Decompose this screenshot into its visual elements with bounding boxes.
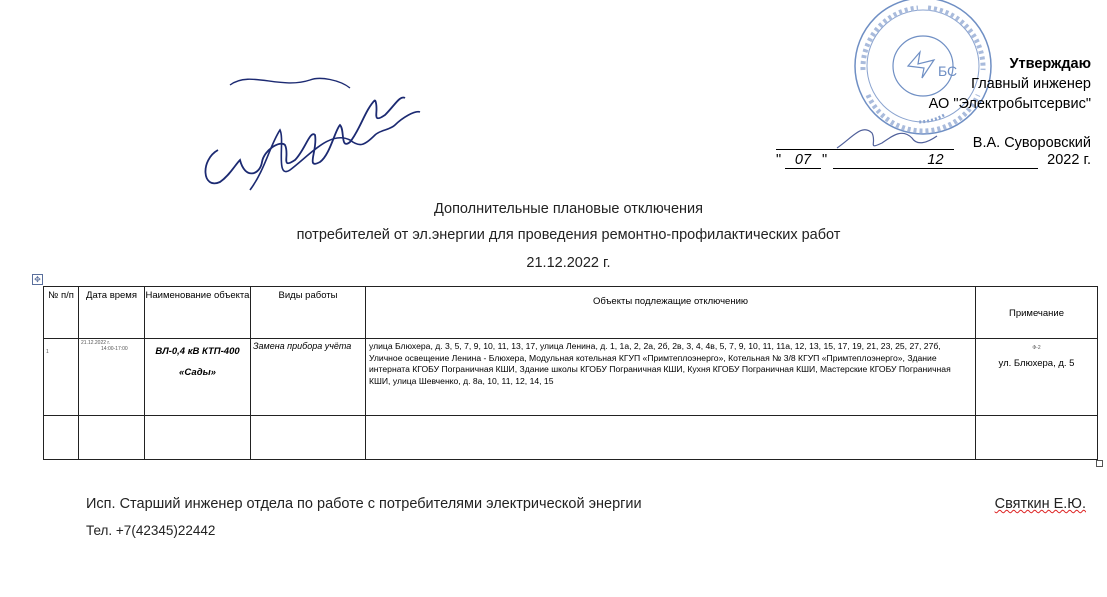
svg-text:БС: БС [938,63,958,79]
agreed-handwritten [190,70,440,200]
row-time: 14:00-17:00 [101,346,128,352]
row-name: ВЛ-0,4 кВ КТП-400 «Сады» [145,339,251,416]
row-note-code: Ф-2 [1032,345,1041,351]
approval-block [929,54,1091,114]
header-datetime: Дата время [79,287,145,339]
signer-name: В.А. Суворовский [972,135,1091,151]
empty-cell[interactable] [976,416,1098,460]
agreed-signature-drawing [190,70,440,200]
executor-phone: Тел. +7(42345)22442 [86,523,216,538]
empty-cell[interactable] [79,416,145,460]
row-datetime-cell [79,339,145,416]
date-month: 12 [833,152,1038,169]
row-date: 21.12.2022 г. [81,340,111,346]
empty-cell[interactable] [366,416,976,460]
header-note: Примечание [976,287,1098,339]
empty-cell[interactable] [44,416,79,460]
date-day: 07 [785,152,821,169]
header-work: Виды работы [251,287,366,339]
doc-subtitle: потребителей от эл.энергии для проведения ремонтно-профилактических работ [296,227,841,243]
row-work: Замена прибора учёта [251,339,366,416]
table-move-handle-icon[interactable]: ✥ [32,274,43,285]
outage-table [43,286,1098,460]
doc-title: Дополнительные плановые отключения [434,201,703,217]
approve-label: Утверждаю [1009,56,1091,72]
approver-position: Главный инженер [971,76,1091,92]
header-objects: Объекты подлежащие отключению [366,287,976,339]
row-num: 1 [46,349,49,355]
approval-date [776,152,1091,172]
quote-close: " [822,152,828,168]
table-header-row [44,287,1098,339]
signature-underline [776,149,954,150]
row-num-cell [44,339,79,416]
empty-cell[interactable] [251,416,366,460]
table-resize-handle[interactable] [1096,460,1103,467]
quote-open: " [776,152,782,168]
table-row [44,339,1098,416]
doc-date: 21.12.2022 г. [526,255,611,271]
header-num: № п/п [44,287,79,339]
executor-position: Исп. Старший инженер отдела по работе с потребителями электрической энергии [86,496,642,512]
date-year: 2022 г. [1047,152,1091,168]
row-note-address: ул. Блюхера, д. 5 [998,358,1075,369]
row-note-cell [976,339,1098,416]
header-name: Наименование объекта [145,287,251,339]
executor-name-text: Святкин Е.Ю. [994,496,1086,512]
executor-name [995,496,1086,512]
empty-cell[interactable] [145,416,251,460]
row-objects: улица Блюхера, д. 3, 5, 7, 9, 10, 11, 13, 17, улица Ленина, д. 1, 1а, 2, 2а, 2б, 2в, 3, 4, 4в, 5, 7, 9, 10, 11, 11а, 12, 13, 15, 17, 19, 21, 23, 25, 27, 27б, Уличное освещение Ленина - Блюхера, Модульная котельная КГУП «Примтеплоэнерго», Котельная № 3/8 КГУП «Примтеплоэнерго», Здание интерната КГОБУ Пограничная КШИ, Здание школы КГОБУ Пограничная КШИ, Кухня КГОБУ Пограничная КШИ, Мастерские КГОБУ Пограничная КШИ, улица Шевченко, д. 8а, 10, 11, 12, 14, 15 [366,339,976,416]
table-row-empty [44,416,1098,460]
approver-company: АО "Электробытсервис" [928,96,1091,112]
